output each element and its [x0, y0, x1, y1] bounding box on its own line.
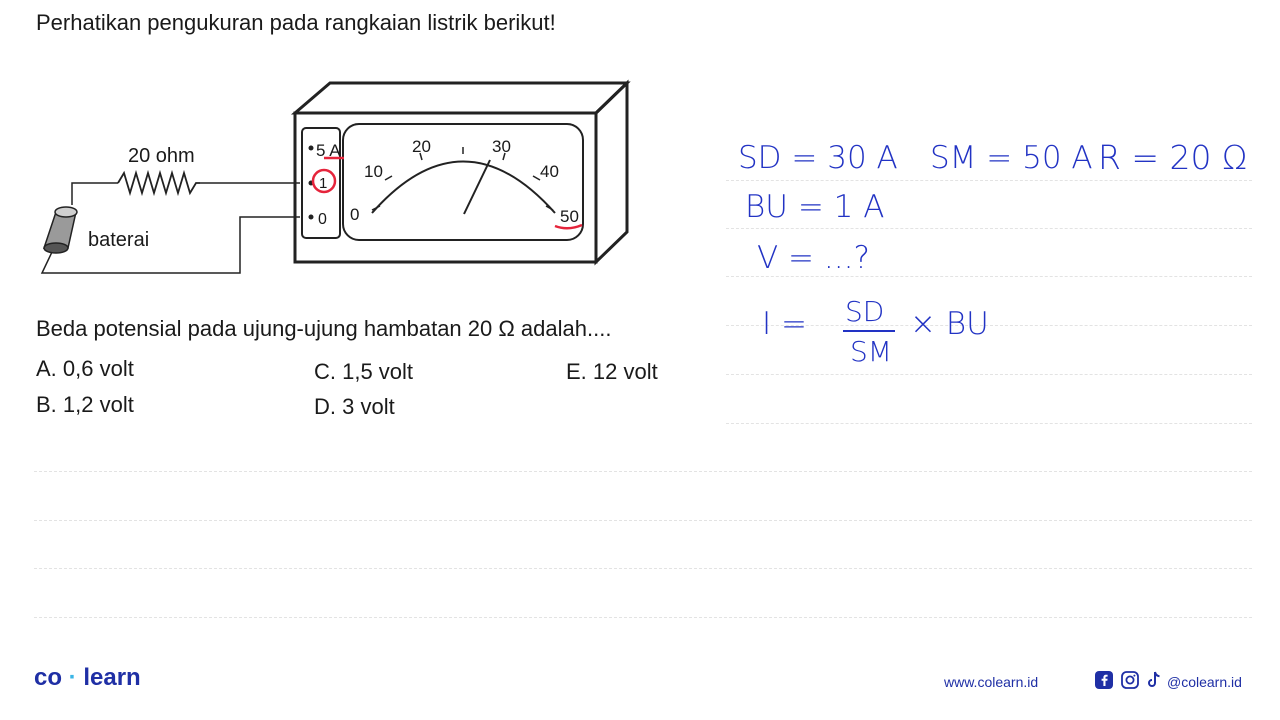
note-frac-num: SD — [845, 295, 885, 328]
footer-handle[interactable]: @colearn.id — [1167, 674, 1242, 690]
ruled-line — [726, 228, 1252, 229]
option-d[interactable]: D. 3 volt — [314, 394, 395, 419]
logo-dot: · — [62, 664, 84, 691]
option-e[interactable]: E. 12 volt — [566, 359, 658, 384]
terminal-label-0: 0 — [318, 211, 327, 228]
scale-label: 0 — [350, 205, 360, 224]
note-sm: SM = 50 A — [930, 140, 1093, 176]
ruled-line — [726, 180, 1252, 181]
brand-logo — [34, 664, 141, 692]
ruled-line — [34, 520, 1252, 521]
terminal-label-5a: 5 A — [316, 141, 341, 160]
resistor — [118, 173, 200, 193]
instagram-icon[interactable] — [1120, 670, 1140, 690]
terminal-dot — [309, 146, 314, 151]
note-sd: SD = 30 A — [738, 140, 898, 176]
ruled-line — [726, 423, 1252, 424]
tiktok-icon[interactable] — [1144, 670, 1164, 690]
terminal-label-1: 1 — [319, 175, 328, 192]
scale-label: 40 — [540, 162, 559, 181]
logo-left: co — [34, 664, 63, 691]
circuit-diagram — [0, 0, 700, 300]
option-a[interactable]: A. 0,6 volt — [36, 356, 134, 381]
note-times: × BU — [910, 306, 989, 342]
scale-arc — [372, 162, 555, 214]
resistor-label: 20 ohm — [128, 145, 195, 167]
option-c[interactable]: C. 1,5 volt — [314, 359, 414, 384]
battery-label: baterai — [88, 229, 150, 251]
footer-url[interactable]: www.colearn.id — [944, 674, 1039, 690]
ruled-line — [34, 568, 1252, 569]
fraction-bar — [843, 330, 895, 332]
question-title: Perhatikan pengukuran pada rangkaian listrik berikut! — [36, 10, 556, 35]
scale-label: 30 — [492, 137, 511, 156]
note-bu: BU = 1 A — [745, 189, 885, 225]
ruled-line — [34, 617, 1252, 618]
note-r: R = 20 Ω — [1098, 138, 1248, 177]
ruled-line — [726, 374, 1252, 375]
option-b[interactable]: B. 1,2 volt — [36, 392, 134, 417]
scale-label: 10 — [364, 162, 383, 181]
scale-label: 20 — [412, 137, 431, 156]
logo-right: learn — [83, 664, 141, 691]
note-v: V = ...? — [757, 240, 870, 276]
note-frac-den: SM — [850, 335, 892, 368]
terminal-dot — [309, 215, 314, 220]
ruled-line — [34, 471, 1252, 472]
ruled-line — [726, 276, 1252, 277]
facebook-icon[interactable] — [1094, 670, 1114, 690]
note-i: I = — [762, 306, 807, 342]
question-prompt: Beda potensial pada ujung-ujung hambatan 20 Ω adalah.... — [36, 316, 612, 341]
scale-label: 50 — [560, 207, 579, 226]
dial-face — [343, 124, 583, 240]
meter-needle — [464, 160, 490, 214]
battery — [44, 207, 77, 253]
